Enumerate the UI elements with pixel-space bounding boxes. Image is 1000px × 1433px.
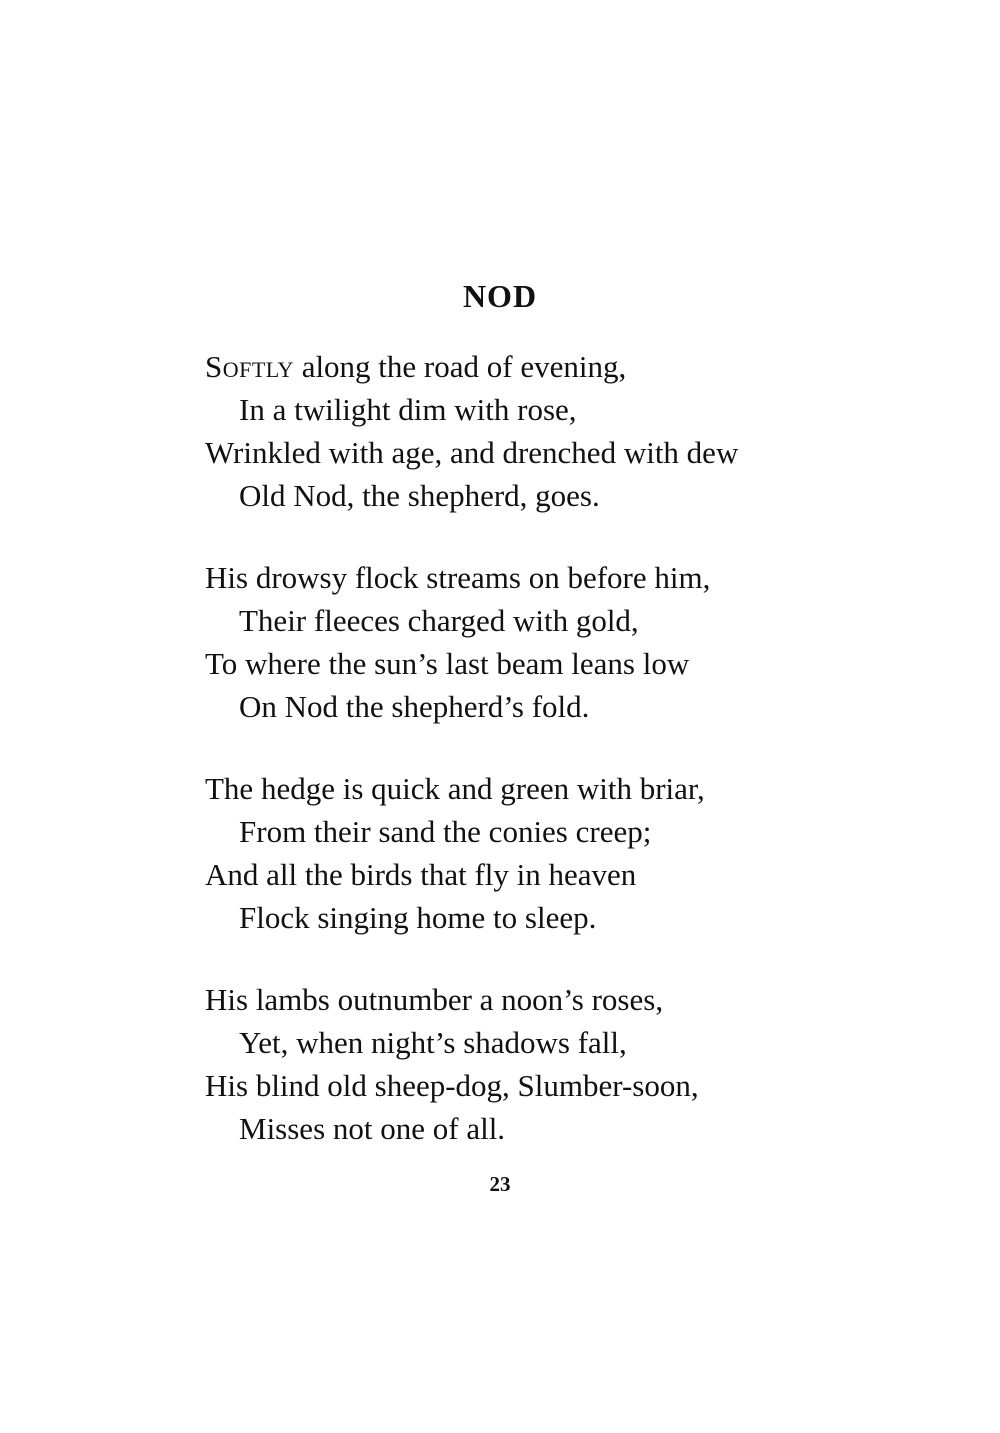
- poem-line: His blind old sheep-dog, Slumber-soon,: [205, 1068, 699, 1103]
- poem-line: Wrinkled with age, and drenched with dew: [205, 435, 739, 470]
- poem-line: The hedge is quick and green with briar,: [205, 771, 705, 806]
- poem-line: Their fleeces charged with gold,: [239, 603, 639, 638]
- stanza-4: [205, 978, 905, 1150]
- page-number: 23: [489, 1172, 511, 1196]
- poem-line: His drowsy flock streams on before him,: [205, 560, 711, 595]
- opening-word: Softly: [205, 349, 294, 384]
- poem-line: To where the sun’s last beam leans low: [205, 646, 690, 681]
- stanza-2: [205, 556, 905, 728]
- poem-line: Old Nod, the shepherd, goes.: [239, 478, 600, 513]
- poem-line: [205, 345, 905, 388]
- poem-line: Flock singing home to sleep.: [239, 900, 597, 935]
- poem-line: On Nod the shepherd’s fold.: [239, 689, 590, 724]
- poem-line: From their sand the conies creep;: [239, 814, 652, 849]
- stanza-1: [205, 345, 905, 517]
- poem-line: In a twilight dim with rose,: [239, 392, 577, 427]
- poem-line: Misses not one of all.: [239, 1111, 506, 1146]
- stanza-3: [205, 767, 905, 939]
- poem-line: His lambs outnumber a noon’s roses,: [205, 982, 664, 1017]
- poem-line: Yet, when night’s shadows fall,: [239, 1025, 627, 1060]
- poem-title: NOD: [462, 278, 538, 314]
- poem-body: [205, 345, 905, 1189]
- poem-line: And all the birds that fly in heaven: [205, 857, 637, 892]
- opening-line-rest: along the road of evening,: [293, 349, 627, 384]
